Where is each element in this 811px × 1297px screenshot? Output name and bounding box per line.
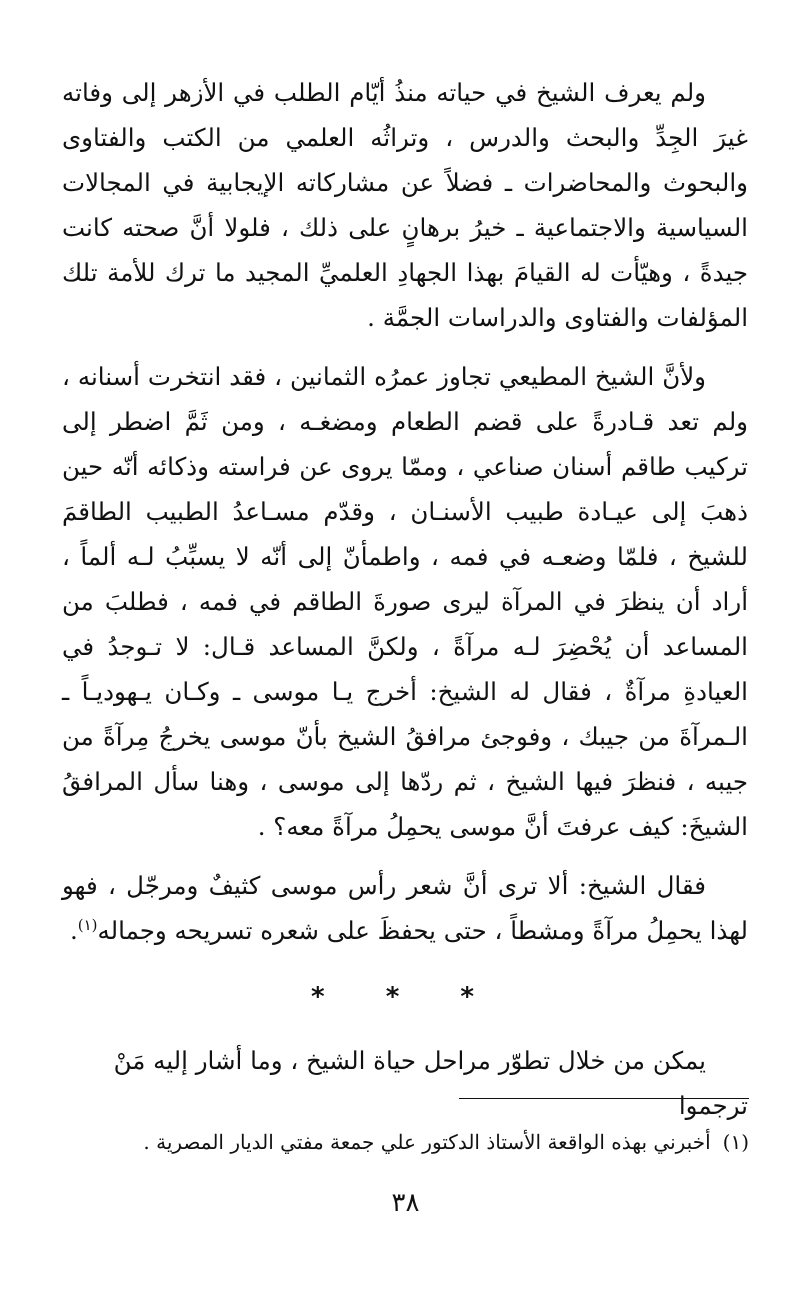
page-body	[62, 70, 748, 953]
paragraph-3	[62, 863, 748, 953]
footnote-reference[interactable]: (١)	[77, 915, 98, 934]
footnote-text: أخبرني بهذه الواقعة الأستاذ الدكتور علي جمعة مفتي الديار المصرية .	[143, 1130, 711, 1154]
paragraph-3-text: فقال الشيخ: ألا ترى أنَّ شعر رأس موسى كثيفٌ ومرجّل ، فهو لهذا يحمِلُ مرآةً ومشطاً ، حتى يحفظَ على شعره تسريحه وجماله	[62, 871, 748, 945]
footnote-number: (١)	[722, 1130, 749, 1154]
footnote-divider	[459, 1098, 749, 1099]
paragraph-4: يمكن من خلال تطوّر مراحل حياة الشيخ ، وما أشار إليه مَنْ ترجموا	[113, 1046, 748, 1120]
paragraph-3-end: .	[69, 916, 78, 945]
page-number: ٣٨	[391, 1188, 420, 1218]
paragraph-1: ولم يعرف الشيخ في حياته منذُ أيّام الطلب في الأزهر إلى وفاته غيرَ الجِدِّ والبحث والدرس ، وتراثُه العلمي من الكتب والفتاوى والبحوث والمحاضرات ـ فضلاً عن مشاركاته الإيجابية في المجالات السياسية والاجتماعية ـ خيرُ برهانٍ على ذلك ، فلولا أنَّ صحته كانت جيدةً ، وهيّأت له القيامَ بهذا الجهادِ العلميِّ المجيد ما ترك للأمة تلك المؤلفات والفتاوى والدراسات الجمَّة .	[62, 78, 748, 332]
paragraph-2: ولأنَّ الشيخ المطيعي تجاوز عمرُه الثمانين ، فقد انتخرت أسنانه ، ولم تعد قـادرةً على قضم الطعام ومضغـه ، ومن ثَمَّ اضطر إلى تركيب طاقم أسنان صناعي ، وممّا يروى عن فراسته وذكائه أنّه حين ذهبَ إلى عيـادة طبيب الأسنـان ، وقدّم مسـاعدُ الطبيب الطاقمَ للشيخ ، فلمّا وضعـه في فمه ، واطمأنّ إلى أنّه لا يسبِّبُ لـه ألماً ، أراد أن ينظرَ في المرآة ليرى صورةَ الطاقم في فمه ، فطلبَ من المساعد أن يُحْضِرَ لـه مرآةً ، ولكنَّ المساعد قـال: لا تـوجدُ في العيادةِ مرآةٌ ، فقال له الشيخ: أخرج يـا موسى ـ وكـان يـهوديـاً ـ الـمرآةَ من جيبك ، وفوجئ مرافقُ الشيخ بأنّ موسى يخرجُ مِرآةً من جيبه ، فنظرَ فيها الشيخ ، ثم ردّها إلى موسى ، وهنا سأل المرافقُ الشيخَ: كيف عرفتَ أنَّ موسى يحمِلُ مرآةً معه؟ .	[62, 362, 748, 841]
section-separator: * * *	[311, 982, 500, 1012]
footnote	[63, 1126, 749, 1158]
